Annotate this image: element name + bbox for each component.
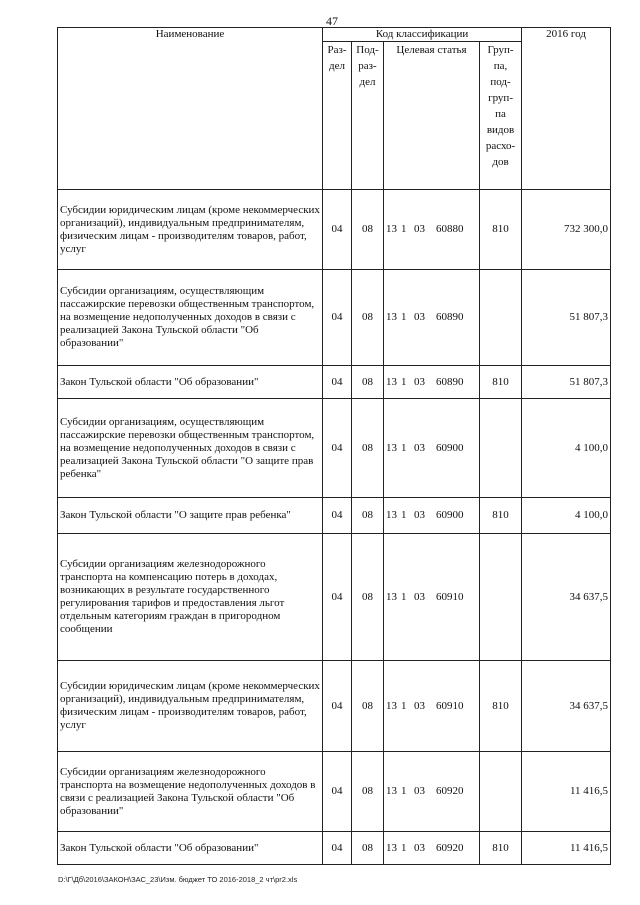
row-section: 04 <box>323 534 352 661</box>
table-row <box>58 752 611 832</box>
table-row <box>58 366 611 399</box>
row-expense-group <box>480 752 522 832</box>
table-row <box>58 498 611 534</box>
row-name: Субсидии организациям, осуществляющим пассажирские перевозки общественным транспортом, на возмещение недополученных доходов в связи с реализацией Закона Тульской области "О защите прав ребенка" <box>58 399 323 498</box>
row-section: 04 <box>323 832 352 865</box>
row-subsection: 08 <box>352 752 384 832</box>
row-target-article: 13 1 03 60880 <box>384 190 480 270</box>
row-expense-group: 810 <box>480 366 522 399</box>
row-section: 04 <box>323 498 352 534</box>
table-header <box>58 28 611 190</box>
row-target-article: 13 1 03 60920 <box>384 752 480 832</box>
row-amount: 51 807,3 <box>522 366 611 399</box>
column-header-year: 2016 год <box>522 28 611 190</box>
row-section: 04 <box>323 399 352 498</box>
table-row <box>58 270 611 366</box>
row-expense-group <box>480 270 522 366</box>
row-name: Закон Тульской области "Об образовании" <box>58 366 323 399</box>
row-subsection: 08 <box>352 399 384 498</box>
row-expense-group: 810 <box>480 498 522 534</box>
row-expense-group: 810 <box>480 661 522 752</box>
column-header-section: Раз- дел <box>323 42 352 190</box>
row-name: Субсидии организациям железнодорожного транспорта на компенсацию потерь в доходах, возникающих в результате государственного регулирования тарифов и предоставления льгот отдельным категориям граждан в пригородном сообщении <box>58 534 323 661</box>
row-target-article: 13 1 03 60920 <box>384 832 480 865</box>
column-header-name: Наименование <box>58 28 323 190</box>
row-name: Субсидии юридическим лицам (кроме некоммерческих организаций), индивидуальным предпринимателям, физическим лицам - производителям товаров, работ, услуг <box>58 190 323 270</box>
row-section: 04 <box>323 366 352 399</box>
row-target-article: 13 1 03 60900 <box>384 498 480 534</box>
row-subsection: 08 <box>352 190 384 270</box>
row-name: Субсидии организациям, осуществляющим пассажирские перевозки общественным транспортом, на возмещение недополученных доходов в связи с реализацией Закона Тульской области "Об образовании" <box>58 270 323 366</box>
row-name: Закон Тульской области "Об образовании" <box>58 832 323 865</box>
budget-table <box>57 27 611 865</box>
table-row <box>58 832 611 865</box>
row-target-article: 13 1 03 60910 <box>384 661 480 752</box>
column-header-target-article: Целевая статья <box>384 42 480 190</box>
row-target-article: 13 1 03 60890 <box>384 270 480 366</box>
row-amount: 51 807,3 <box>522 270 611 366</box>
row-amount: 34 637,5 <box>522 661 611 752</box>
row-expense-group <box>480 399 522 498</box>
row-section: 04 <box>323 661 352 752</box>
table-row <box>58 399 611 498</box>
row-expense-group: 810 <box>480 190 522 270</box>
row-subsection: 08 <box>352 498 384 534</box>
row-amount: 732 300,0 <box>522 190 611 270</box>
row-amount: 4 100,0 <box>522 498 611 534</box>
row-name: Субсидии юридическим лицам (кроме некоммерческих организаций), индивидуальным предпринимателям, физическим лицам - производителям товаров, работ, услуг <box>58 661 323 752</box>
row-section: 04 <box>323 190 352 270</box>
row-target-article: 13 1 03 60910 <box>384 534 480 661</box>
row-target-article: 13 1 03 60890 <box>384 366 480 399</box>
row-expense-group: 810 <box>480 832 522 865</box>
row-section: 04 <box>323 270 352 366</box>
table-row <box>58 661 611 752</box>
row-name: Субсидии организациям железнодорожного транспорта на возмещение недополученных доходов в связи с реализацией Закона Тульской области "Об образовании" <box>58 752 323 832</box>
row-subsection: 08 <box>352 832 384 865</box>
row-expense-group <box>480 534 522 661</box>
row-subsection: 08 <box>352 661 384 752</box>
column-header-expense-group: Груп- па, под- груп- па видов расхо- дов <box>480 42 522 190</box>
table-body <box>58 190 611 865</box>
row-subsection: 08 <box>352 270 384 366</box>
row-name: Закон Тульской области "О защите прав ребенка" <box>58 498 323 534</box>
row-amount: 11 416,5 <box>522 752 611 832</box>
row-amount: 34 637,5 <box>522 534 611 661</box>
table-row <box>58 190 611 270</box>
column-header-classification: Код классификации <box>323 28 522 42</box>
row-subsection: 08 <box>352 534 384 661</box>
row-amount: 4 100,0 <box>522 399 611 498</box>
column-header-subsection: Под- раз- дел <box>352 42 384 190</box>
row-subsection: 08 <box>352 366 384 399</box>
table-row <box>58 534 611 661</box>
footer-file-path: D:\Г\Дб\2016\ЗАКОН\ЗАС_23\Изм. бюджет ТО 2016-2018_2 чт\pr2.xls <box>58 875 298 884</box>
row-target-article: 13 1 03 60900 <box>384 399 480 498</box>
row-section: 04 <box>323 752 352 832</box>
page-number: 47 <box>326 14 338 28</box>
row-amount: 11 416,5 <box>522 832 611 865</box>
